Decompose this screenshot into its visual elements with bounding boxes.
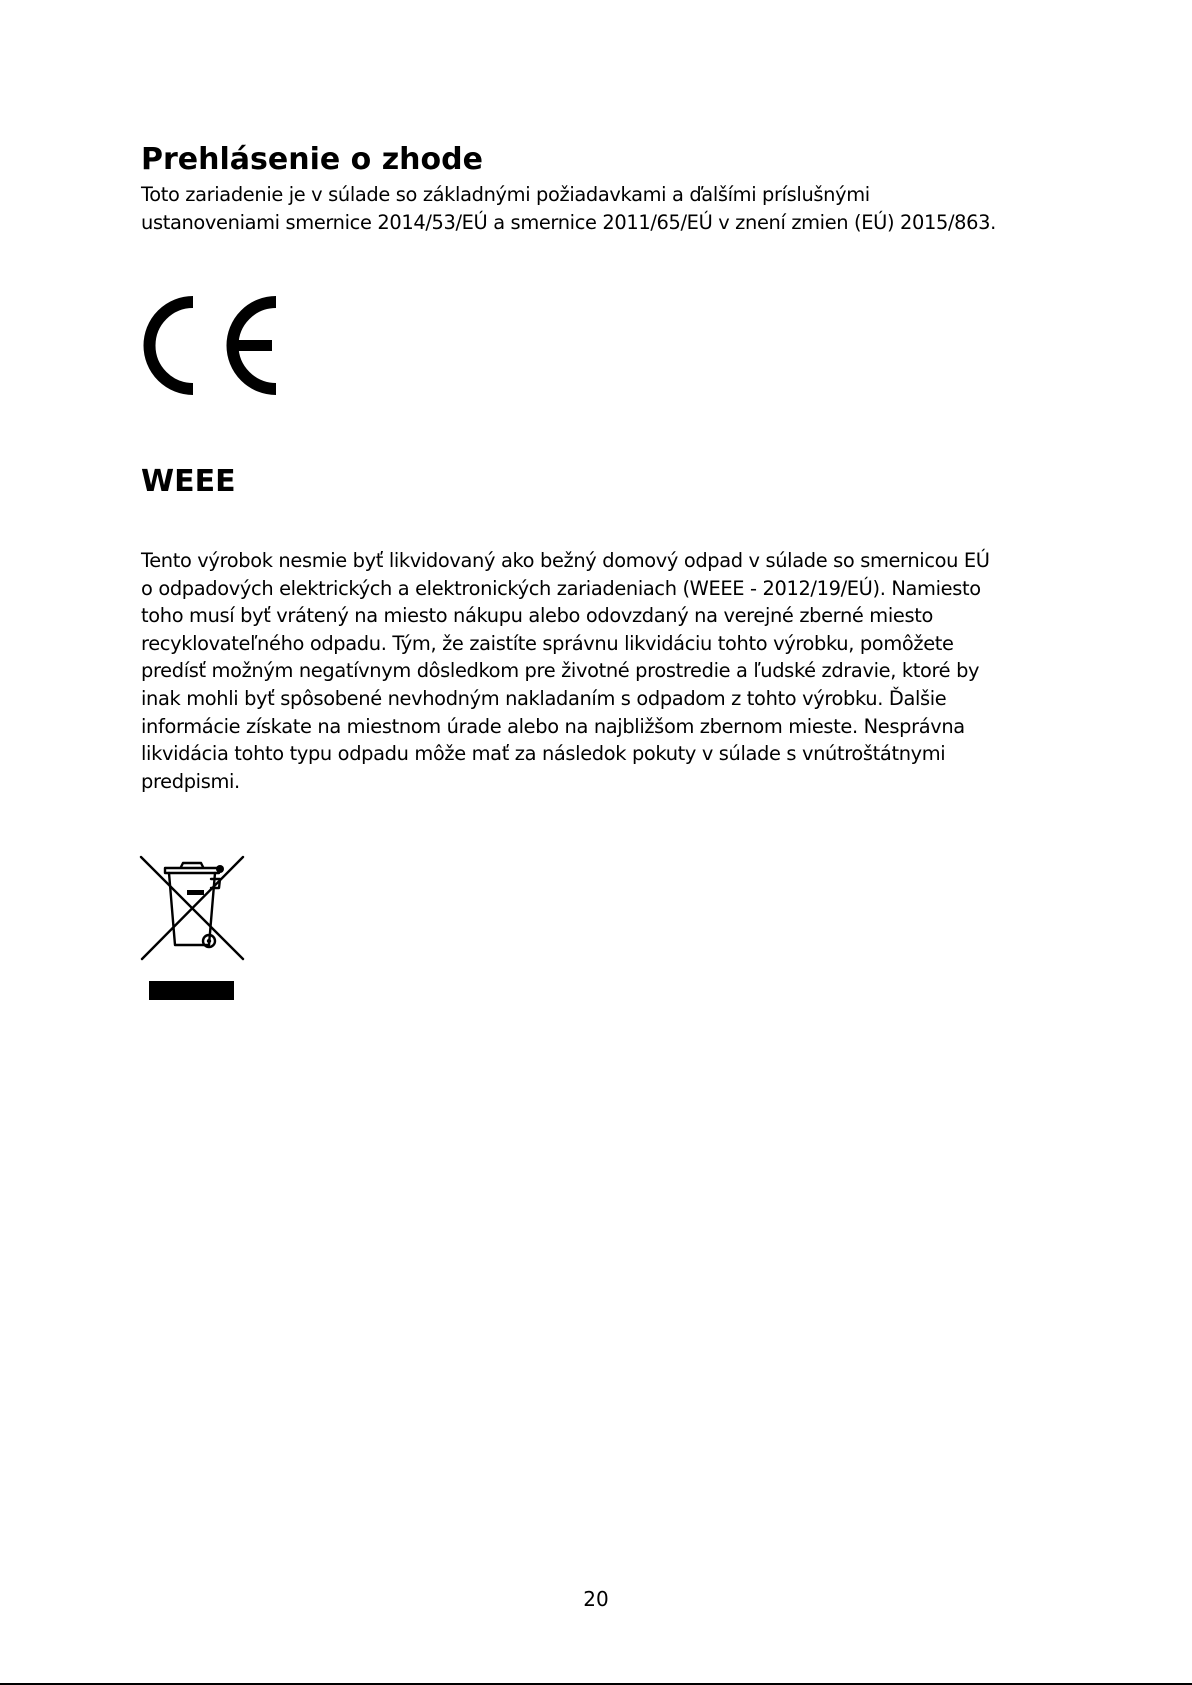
paragraph-line: likvidácia tohto typu odpadu môže mať za následok pokuty v súlade s vnútroštátnymi (141, 742, 946, 766)
crossed-out-wheelie-bin-icon (139, 855, 246, 1005)
ce-mark-icon (140, 294, 282, 397)
paragraph-line: toho musí byť vrátený na miesto nákupu alebo odovzdaný na verejné zberné miesto (141, 604, 933, 628)
page-number: 20 (583, 1587, 609, 1611)
paragraph-line: Tento výrobok nesmie byť likvidovaný ako bežný domový odpad v súlade so smernicou EÚ (141, 549, 990, 572)
paragraph-line: predísť možným negatívnym dôsledkom pre životné prostredie a ľudské zdravie, ktoré by (141, 659, 980, 683)
weee-heading: WEEE (141, 464, 236, 499)
paragraph-line: inak mohli byť spôsobené nevhodným nakladaním s odpadom z tohto výrobku. Ďalšie (141, 686, 947, 710)
paragraph-line: informácie získate na miestnom úrade alebo na najbližšom zbernom mieste. Nesprávna (141, 714, 965, 738)
paragraph-line: o odpadových elektrických a elektronických zariadeniach (WEEE - 2012/19/EÚ). Namiesto (141, 576, 981, 600)
paragraph-line: recyklovateľného odpadu. Tým, že zaistíte správnu likvidáciu tohto výrobku, pomôžete (141, 631, 954, 655)
conformity-paragraph (141, 181, 996, 236)
weee-paragraph (141, 547, 990, 795)
paragraph-line: ustanoveniami smernice 2014/53/EÚ a smernice 2011/65/EÚ v znení zmien (EÚ) 2015/863. (141, 210, 996, 234)
paragraph-line: predpismi. (141, 769, 240, 793)
conformity-heading: Prehlásenie o zhode (141, 142, 483, 177)
paragraph-line: Toto zariadenie je v súlade so základnými požiadavkami a ďalšími príslušnými (141, 183, 870, 206)
